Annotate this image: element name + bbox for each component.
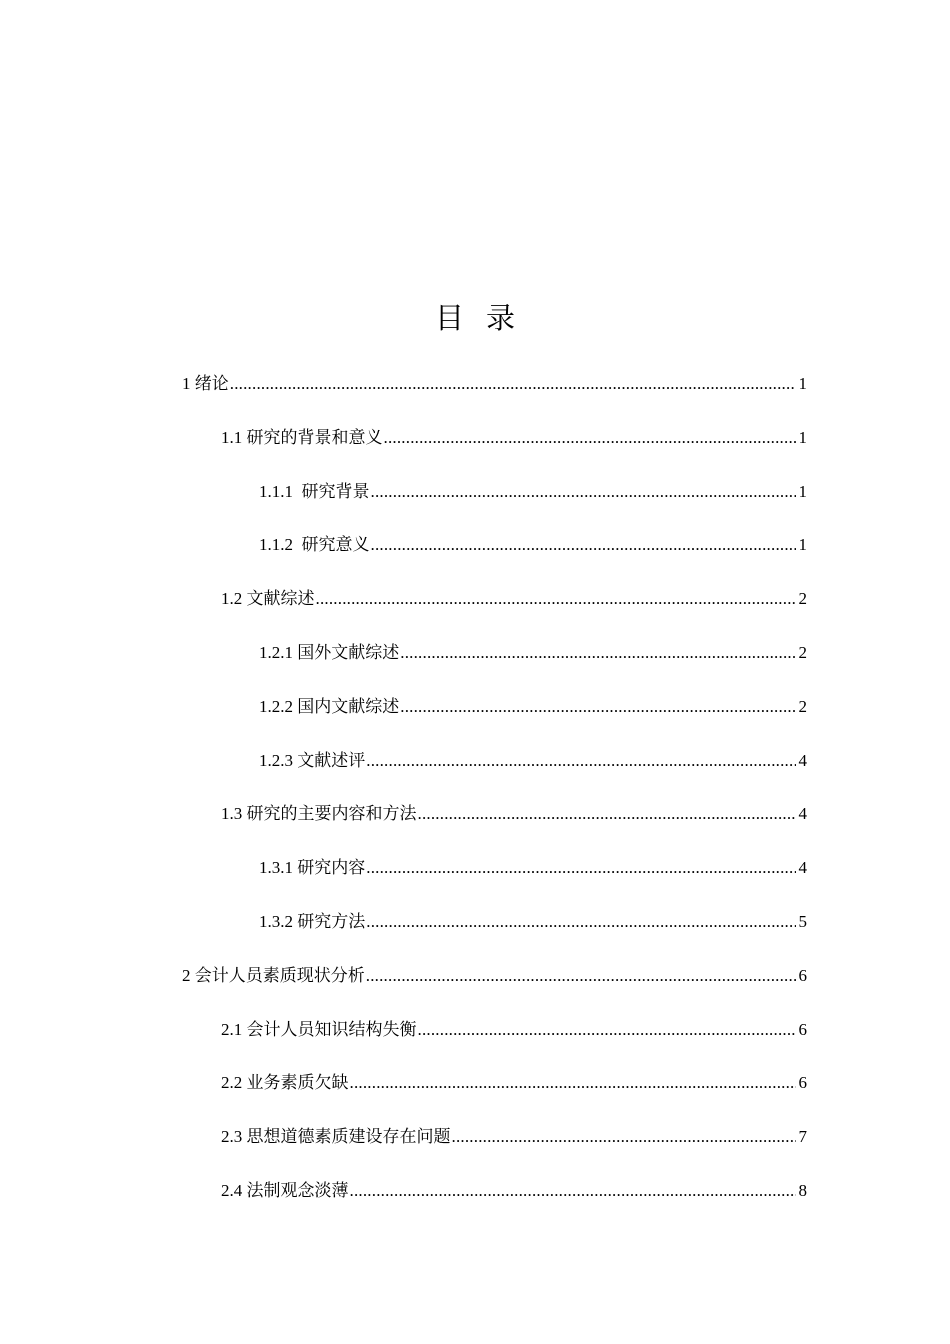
toc-page-number: 6 bbox=[798, 1073, 807, 1093]
toc-page-number: 1 bbox=[798, 374, 807, 393]
toc-page-number: 7 bbox=[798, 1127, 807, 1147]
toc-page-number: 4 bbox=[798, 804, 807, 824]
toc-entry-text: 1.2.3 文献述评 bbox=[259, 750, 366, 770]
dot-leader bbox=[400, 696, 796, 718]
toc-page-number: 4 bbox=[798, 750, 807, 770]
toc-entry[interactable] bbox=[0, 573, 950, 627]
toc-entry-text: 1.1.2 研究意义 bbox=[259, 535, 370, 555]
toc-page-number: 4 bbox=[798, 858, 807, 878]
toc-page-number: 2 bbox=[798, 642, 807, 662]
dot-leader bbox=[400, 642, 796, 664]
toc-page-number: 1 bbox=[798, 535, 807, 555]
toc-page-number: 2 bbox=[798, 696, 807, 716]
dot-leader bbox=[316, 588, 797, 610]
dot-leader bbox=[418, 1019, 797, 1041]
toc-entry[interactable] bbox=[0, 358, 950, 412]
toc-entry[interactable] bbox=[0, 950, 950, 1004]
toc-page-number: 5 bbox=[798, 911, 807, 931]
toc-entry-text: 2.2 业务素质欠缺 bbox=[221, 1073, 349, 1093]
toc-entry[interactable] bbox=[0, 1057, 950, 1111]
dot-leader bbox=[366, 911, 796, 933]
dot-leader bbox=[366, 750, 796, 772]
dot-leader bbox=[371, 481, 797, 503]
toc-page-number: 1 bbox=[798, 481, 807, 501]
toc-list bbox=[0, 358, 950, 1219]
toc-page-number: 6 bbox=[798, 965, 807, 985]
dot-leader bbox=[350, 1180, 797, 1202]
dot-leader bbox=[230, 373, 796, 395]
toc-entry[interactable] bbox=[0, 466, 950, 520]
dot-leader bbox=[452, 1126, 797, 1148]
toc-entry-text: 2.1 会计人员知识结构失衡 bbox=[221, 1019, 417, 1039]
toc-entry-text: 1 绪论 bbox=[182, 374, 229, 393]
toc-entry[interactable] bbox=[0, 412, 950, 466]
toc-entry[interactable] bbox=[0, 1111, 950, 1165]
toc-entry[interactable] bbox=[0, 735, 950, 789]
toc-entry-text: 1.3.1 研究内容 bbox=[259, 858, 366, 878]
dot-leader bbox=[366, 965, 796, 987]
toc-entry-text: 1.2.1 国外文献综述 bbox=[259, 642, 400, 662]
toc-entry-text: 1.2 文献综述 bbox=[221, 589, 315, 609]
toc-entry[interactable] bbox=[0, 1004, 950, 1058]
toc-entry[interactable] bbox=[0, 842, 950, 896]
toc-page-number: 2 bbox=[798, 589, 807, 609]
toc-entry-text: 1.3.2 研究方法 bbox=[259, 911, 366, 931]
dot-leader bbox=[350, 1072, 797, 1094]
toc-entry[interactable] bbox=[0, 627, 950, 681]
toc-entry[interactable] bbox=[0, 896, 950, 950]
toc-page-number: 6 bbox=[798, 1019, 807, 1039]
toc-entry[interactable] bbox=[0, 681, 950, 735]
toc-entry[interactable] bbox=[0, 1165, 950, 1219]
toc-entry-text: 1.3 研究的主要内容和方法 bbox=[221, 804, 417, 824]
toc-entry-text: 1.1.1 研究背景 bbox=[259, 481, 370, 501]
toc-entry-text: 2.3 思想道德素质建设存在问题 bbox=[221, 1127, 451, 1147]
toc-entry-text: 1.2.2 国内文献综述 bbox=[259, 696, 400, 716]
toc-page-number: 1 bbox=[798, 427, 807, 447]
toc-entry-text: 1.1 研究的背景和意义 bbox=[221, 427, 383, 447]
toc-entry-text: 2.4 法制观念淡薄 bbox=[221, 1180, 349, 1200]
toc-title: 目录 bbox=[434, 301, 537, 335]
toc-entry-text: 2 会计人员素质现状分析 bbox=[182, 965, 365, 985]
toc-entry[interactable] bbox=[0, 788, 950, 842]
dot-leader bbox=[384, 427, 797, 449]
dot-leader bbox=[371, 534, 797, 556]
dot-leader bbox=[366, 857, 796, 879]
dot-leader bbox=[418, 803, 797, 825]
toc-entry[interactable] bbox=[0, 519, 950, 573]
toc-page-number: 8 bbox=[798, 1180, 807, 1200]
